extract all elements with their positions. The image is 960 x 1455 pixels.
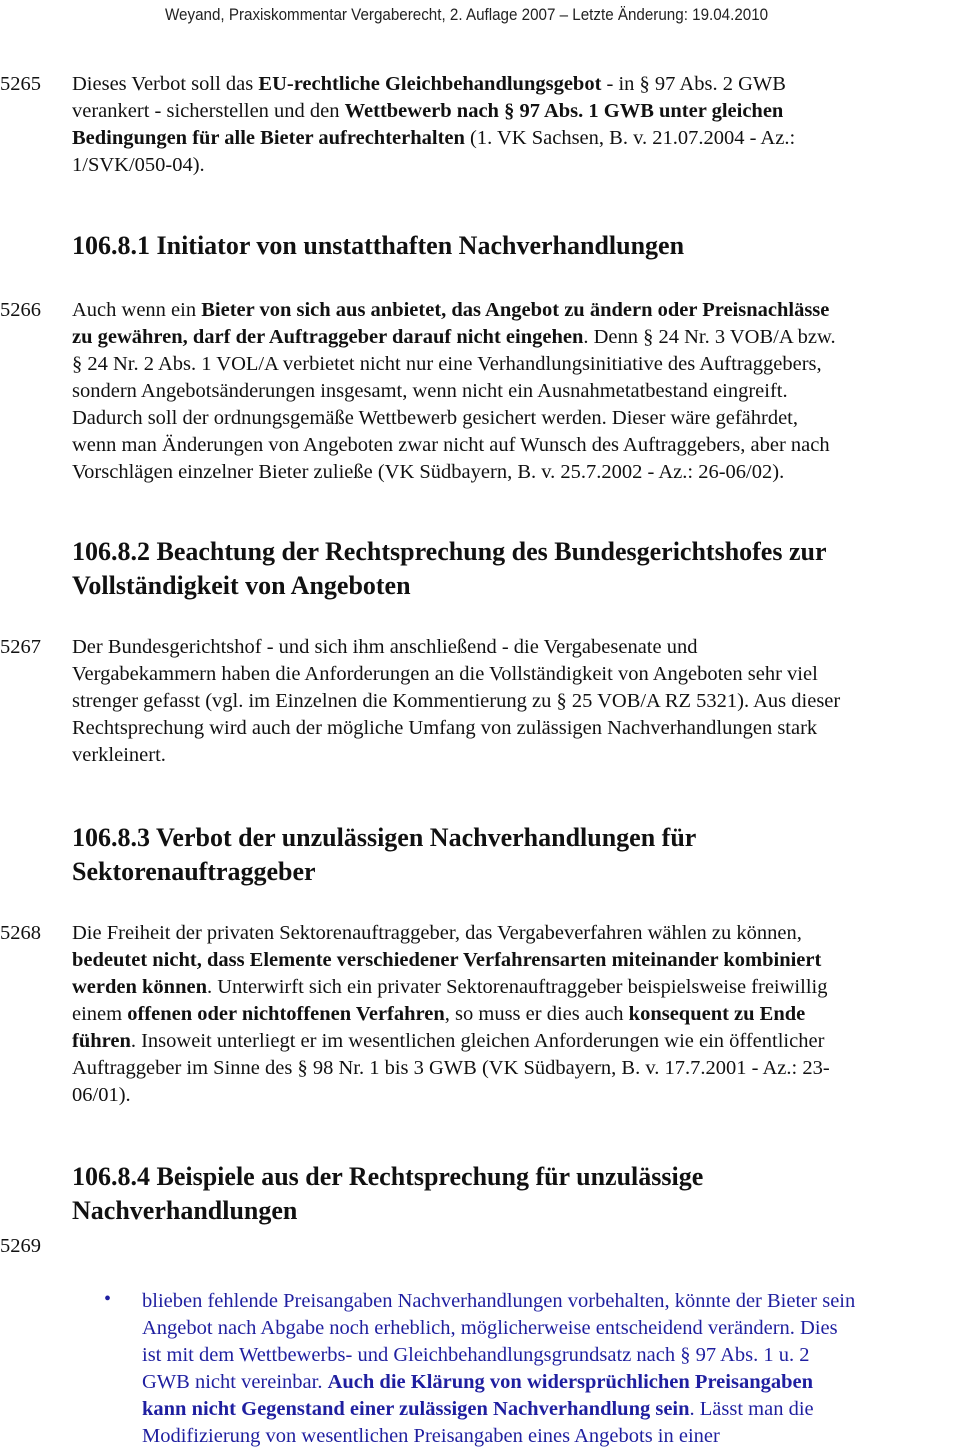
text-segment: . Denn § 24 Nr. 3 VOB/A bzw. [583, 326, 836, 348]
text-line [142, 1396, 855, 1423]
bullet-icon: • [104, 1288, 112, 1310]
text-line [72, 71, 795, 98]
bold-text: Bieter von sich aus anbietet, das Angebot zu ändern oder Preisnachlässe [201, 299, 830, 321]
text-line [72, 98, 795, 125]
page-header: Weyand, Praxiskommentar Vergaberecht, 2. Auflage 2007 – Letzte Änderung: 19.04.2010 [165, 6, 769, 24]
bold-text: bedeutet nicht, dass Elemente verschiedener Verfahrensarten miteinander kombiniert [72, 949, 822, 971]
text-line [72, 634, 840, 661]
heading-line: 106.8.3 Verbot der unzulässigen Nachverhandlungen für [72, 823, 697, 852]
margin-number: 5266 [0, 299, 41, 321]
heading-line: Vollständigkeit von Angeboten [72, 571, 411, 600]
text-line [72, 297, 836, 324]
bold-text: Auch die Klärung von widersprüchlichen Preisangaben [327, 1371, 814, 1393]
text-line [72, 432, 836, 459]
heading-line: 106.8.1 Initiator von unstatthaften Nachverhandlungen [72, 231, 685, 260]
text-segment: . Insoweit unterliegt er im wesentlichen gleichen Anforderungen wie ein öffentlicher [130, 1030, 825, 1052]
text-segment: 06/01). [72, 1084, 131, 1106]
text-line [72, 947, 830, 974]
heading-106-8-1 [72, 229, 684, 263]
text-segment: Dieses Verbot soll das [72, 73, 259, 95]
bold-text: kann nicht Gegenstand einer zulässigen Nachverhandlung sein [142, 1398, 690, 1420]
text-segment: sondern Angebotsänderungen insgesamt, wenn nicht ein Ausnahmetatbestand eingreift. [72, 380, 788, 402]
text-segment: Vergabekammern haben die Anforderungen an die Vollständigkeit von Angeboten sehr viel [72, 663, 818, 685]
text-line [142, 1315, 855, 1342]
bold-text: führen [72, 1030, 131, 1052]
margin-number: 5268 [0, 922, 41, 944]
text-segment: (1. VK Sachsen, B. v. 21.07.2004 - Az.: [464, 127, 796, 149]
bold-text: konsequent zu Ende [628, 1003, 806, 1025]
text-segment: , so muss er dies auch [444, 1003, 629, 1025]
text-segment: Der Bundesgerichtshof - und sich ihm anschließend - die Vergabesenate und [72, 636, 698, 658]
text-line [142, 1369, 855, 1396]
text-segment: . Lässt man die [689, 1398, 814, 1420]
text-segment: Auftraggeber im Sinne des § 98 Nr. 1 bis 3 GWB (VK Südbayern, B. v. 17.7.2001 - Az.: 23- [72, 1057, 830, 1079]
margin-number: 5265 [0, 73, 41, 95]
text-segment: GWB nicht vereinbar. [142, 1371, 328, 1393]
text-line [72, 459, 836, 486]
heading-line: Nachverhandlungen [72, 1196, 298, 1225]
text-segment: Auch wenn ein [72, 299, 202, 321]
heading-106-8-4 [72, 1160, 703, 1228]
text-segment: Die Freiheit der privaten Sektorenauftraggeber, das Vergabeverfahren wählen zu können, [72, 922, 802, 944]
heading-line: 106.8.2 Beachtung der Rechtsprechung des Bundesgerichtshofes zur [72, 537, 827, 566]
text-line [72, 920, 830, 947]
text-segment: strenger gefasst (vgl. im Einzelnen die Kommentierung zu § 25 VOB/A RZ 5321). Aus dieser [72, 690, 841, 712]
text-segment: wenn man Änderungen von Angeboten zwar nicht auf Wunsch des Auftraggebers, aber nach [72, 434, 830, 456]
text-line [72, 1001, 830, 1028]
bold-text: EU-rechtliche Gleichbehandlungsgebot [258, 73, 602, 95]
bold-text: offenen oder nichtoffenen Verfahren [127, 1003, 445, 1025]
text-line [72, 742, 840, 769]
text-line [72, 1028, 830, 1055]
margin-number: 5267 [0, 636, 41, 658]
text-line [72, 152, 795, 179]
text-segment: Vorschlägen einzelner Bieter zuließe (VK Südbayern, B. v. 25.7.2002 - Az.: 26-06/02). [72, 461, 785, 483]
heading-line: Sektorenauftraggeber [72, 857, 316, 886]
heading-line: 106.8.4 Beispiele aus der Rechtsprechung für unzulässige [72, 1162, 704, 1191]
heading-106-8-3 [72, 821, 696, 889]
text-line [72, 324, 836, 351]
text-line [72, 974, 830, 1001]
heading-106-8-2 [72, 535, 827, 603]
text-segment: verkleinert. [72, 744, 166, 766]
text-line [72, 1082, 830, 1109]
text-segment: - in § 97 Abs. 2 GWB [601, 73, 786, 95]
text-segment: 1/SVK/050-04). [72, 154, 205, 176]
text-line [72, 351, 836, 378]
text-segment: Dadurch soll der ordnungsgemäße Wettbewerb gesichert werden. Dieser wäre gefährdet, [72, 407, 798, 429]
text-line [72, 688, 840, 715]
text-segment: Modifizierung von wesentlichen Preisangaben eines Angebots in einer [142, 1425, 720, 1447]
text-line [72, 405, 836, 432]
text-segment: § 24 Nr. 2 Abs. 1 VOL/A verbietet nicht nur eine Verhandlungsinitiative des Auftraggebers, [72, 353, 822, 375]
bold-text: zu gewähren, darf der Auftraggeber darauf nicht eingehen [72, 326, 584, 348]
bold-text: werden können [72, 976, 207, 998]
text-line [72, 1055, 830, 1082]
text-line [142, 1342, 855, 1369]
bold-text: Bedingungen für alle Bieter aufrechterhalten [72, 127, 465, 149]
text-line [142, 1288, 855, 1315]
text-line [72, 661, 840, 688]
text-segment: ist mit dem Wettbewerbs- und Gleichbehandlungsgrundsatz nach § 97 Abs. 1 u. 2 [142, 1344, 810, 1366]
text-segment: Angebot nach Abgabe noch erheblich, möglicherweise entscheidend verändern. Dies [142, 1317, 838, 1339]
text-segment: blieben fehlende Preisangaben Nachverhandlungen vorbehalten, könnte der Bieter sein [142, 1290, 856, 1312]
text-segment: verankert - sicherstellen und den [72, 100, 345, 122]
text-segment: einem [72, 1003, 128, 1025]
text-segment: . Unterwirft sich ein privater Sektorenauftraggeber beispielsweise freiwillig [206, 976, 828, 998]
margin-number: 5269 [0, 1235, 41, 1257]
text-line [142, 1423, 855, 1450]
text-line [72, 125, 795, 152]
text-line [72, 715, 840, 742]
text-segment: Rechtsprechung wird auch der mögliche Umfang von zulässigen Nachverhandlungen stark [72, 717, 818, 739]
bold-text: Wettbewerb nach § 97 Abs. 1 GWB unter gleichen [344, 100, 784, 122]
text-line [72, 378, 836, 405]
